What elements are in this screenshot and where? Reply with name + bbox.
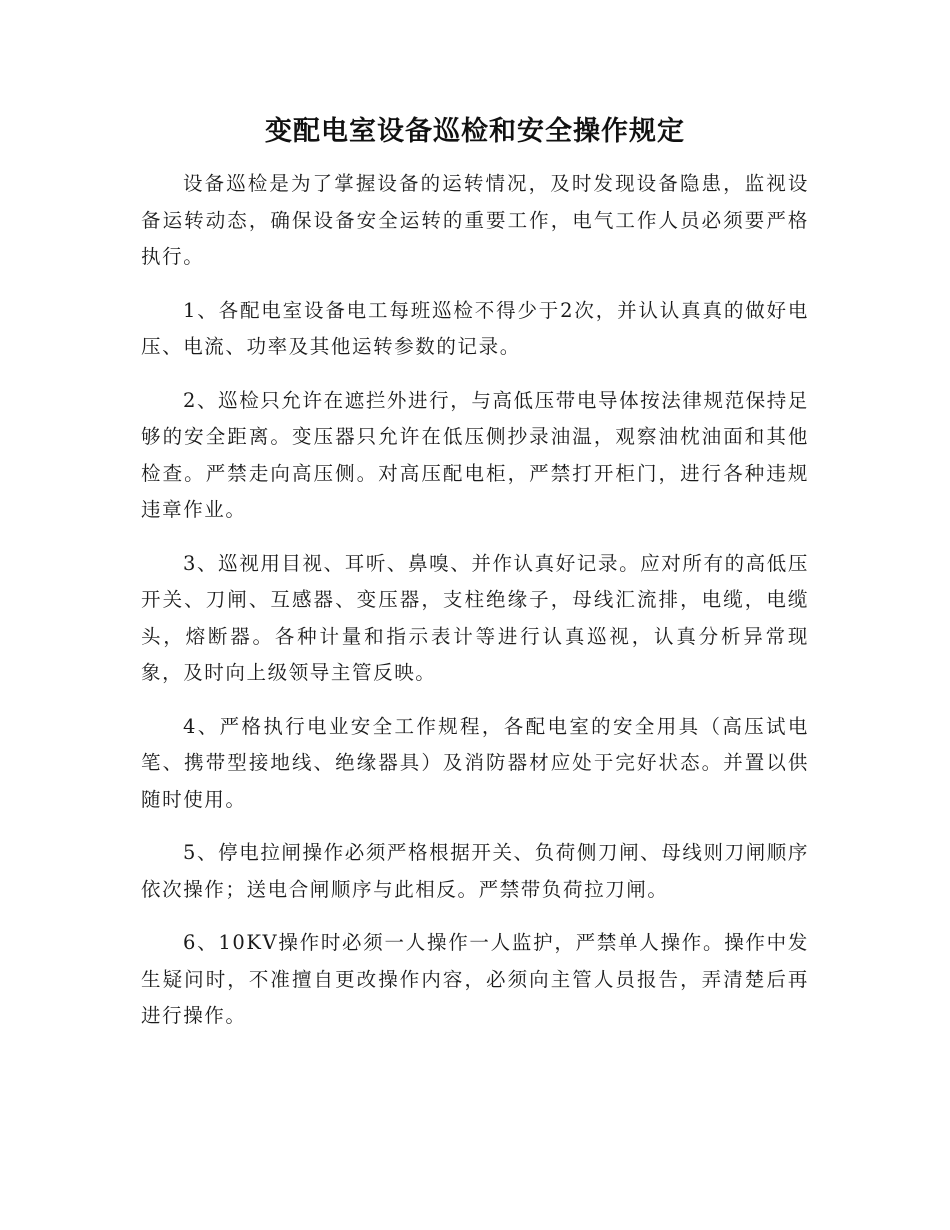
paragraph-rule-6: 6、10KV操作时必须一人操作一人监护，严禁单人操作。操作中发生疑问时，不准擅自更改操作内容，必须向主管人员报告，弄清楚后再进行操作。 <box>141 931 809 1027</box>
paragraph-rule-4: 4、严格执行电业安全工作规程，各配电室的安全用具（高压试电笔、携带型接地线、绝缘器具）及消防器材应处于完好状态。并置以供随时使用。 <box>141 714 809 811</box>
paragraph-rule-1: 1、各配电室设备电工每班巡检不得少于2次，并认认真真的做好电压、电流、功率及其他运转参数的记录。 <box>141 298 809 358</box>
paragraph-rule-2: 2、巡检只允许在遮拦外进行，与高低压带电导体按法律规范保持足够的安全距离。变压器只允许在低压侧抄录油温，观察油枕油面和其他检查。严禁走向高压侧。对高压配电柜，严禁打开柜门，进行各种违规违章作业。 <box>141 388 809 521</box>
document-title: 变配电室设备巡检和安全操作规定 <box>265 116 685 147</box>
paragraph-rule-5: 5、停电拉闸操作必须严格根据开关、负荷侧刀闸、母线则刀闸顺序依次操作；送电合闸顺序与此相反。严禁带负荷拉刀闸。 <box>141 841 809 901</box>
paragraph-intro: 设备巡检是为了掌握设备的运转情况，及时发现设备隐患，监视设备运转动态，确保设备安全运转的重要工作，电气工作人员必须要严格执行。 <box>141 172 809 268</box>
paragraph-rule-3: 3、巡视用目视、耳听、鼻嗅、并作认真好记录。应对所有的高低压开关、刀闸、互感器、变压器，支柱绝缘子，母线汇流排，电缆，电缆头，熔断器。各种计量和指示表计等进行认真巡视，认真分析异常现象，及时向上级领导主管反映。 <box>141 551 809 684</box>
document-body <box>141 166 809 1052</box>
